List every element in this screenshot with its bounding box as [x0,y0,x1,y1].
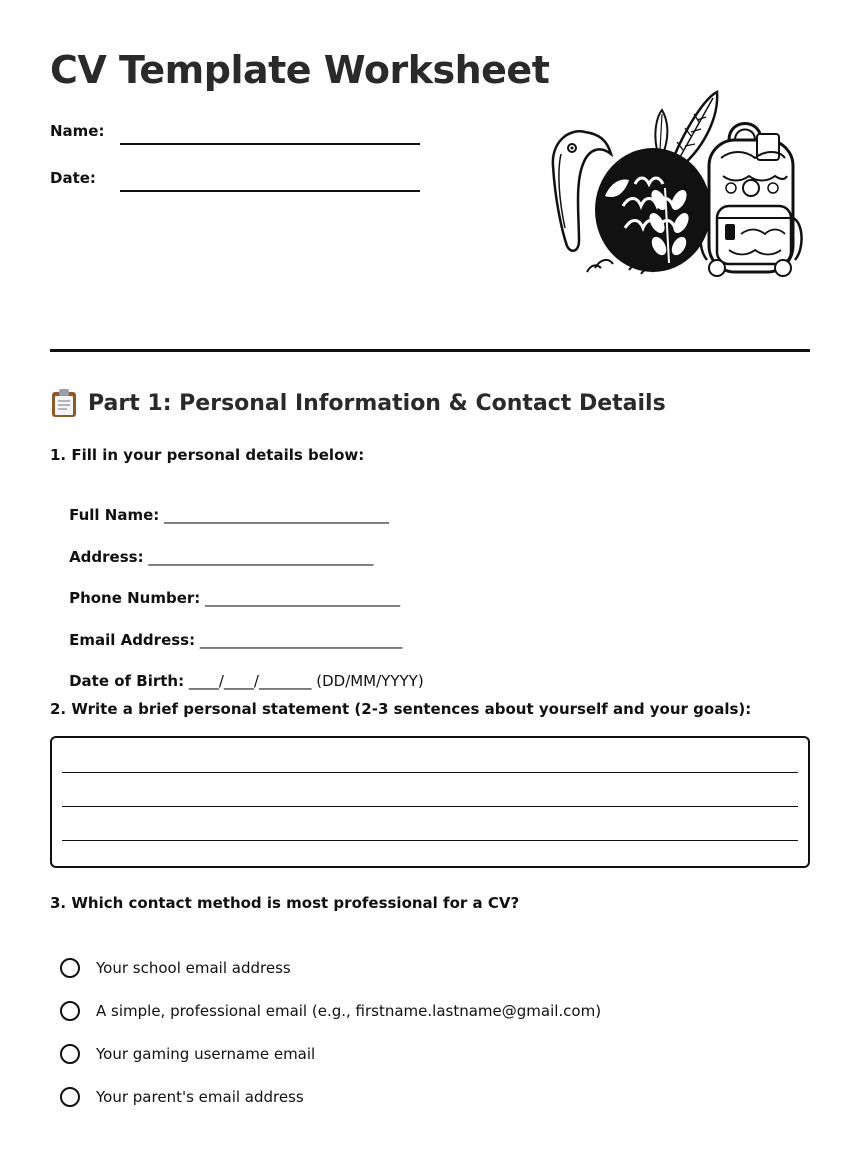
option-school-email[interactable] [60,958,291,978]
header-divider [50,349,810,352]
option-label: Your gaming username email [96,1045,316,1063]
turkey-backpack-illustration [545,88,807,280]
option-gaming-email[interactable] [60,1044,315,1064]
option-label: A simple, professional email (e.g., firstname.lastname@gmail.com) [96,1002,602,1020]
backpack-icon [700,124,801,277]
dob-label: Date of Birth: [69,672,185,690]
radio-button[interactable] [60,1087,80,1107]
radio-button[interactable] [60,1001,80,1021]
dob-blank[interactable]: ____/____/_______ (DD/MM/YYYY) [184,672,424,690]
page-title: CV Template Worksheet [50,48,550,92]
address-blank[interactable]: ______________________________ [143,548,374,566]
personal-statement-box[interactable] [50,736,810,868]
email-blank[interactable]: ___________________________ [195,631,403,649]
section-title-text: Part 1: Personal Information & Contact Details [88,390,666,416]
radio-button[interactable] [60,958,80,978]
writing-line[interactable] [62,806,798,807]
radio-button[interactable] [60,1044,80,1064]
name-field[interactable] [120,143,420,145]
date-field[interactable] [120,190,420,192]
option-parent-email[interactable] [60,1087,304,1107]
full-name-blank[interactable]: ______________________________ [159,506,390,524]
question-2: 2. Write a brief personal statement (2-3 sentences about yourself and your goals): [50,700,752,718]
writing-line[interactable] [62,840,798,841]
full-name-label: Full Name: [69,506,160,524]
phone-blank[interactable]: __________________________ [200,589,401,607]
question-3: 3. Which contact method is most professional for a CV? [50,894,520,912]
question-1: 1. Fill in your personal details below: [50,446,365,464]
clipboard-icon [50,388,78,418]
name-label: Name: [50,122,105,140]
email-label: Email Address: [69,631,196,649]
option-professional-email[interactable] [60,1001,601,1021]
phone-label: Phone Number: [69,589,201,607]
option-label: Your parent's email address [96,1088,304,1106]
writing-line[interactable] [62,772,798,773]
option-label: Your school email address [96,959,291,977]
address-label: Address: [69,548,144,566]
section-title [50,388,666,418]
date-label: Date: [50,169,96,187]
